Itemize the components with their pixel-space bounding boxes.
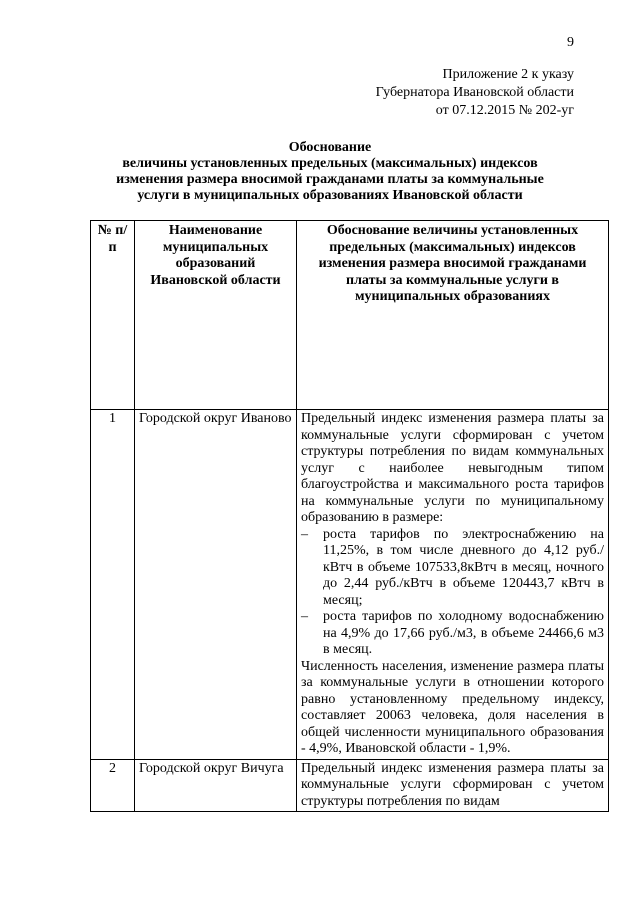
row-1-intro: Предельный индекс изменения размера платы за коммунальные услуги сформирован с учетом структуры потребления по видам коммунальных услуг с наиболее невыгодным типом благоустройства и максимального роста тарифов на коммунальные услуги по муниципальному образованию в размере: (301, 411, 604, 525)
page-number: 9 (567, 35, 574, 50)
row-2-num: 2 (91, 759, 135, 812)
header-num: № п/п (91, 221, 135, 410)
dash-bullet-icon: – (301, 526, 308, 542)
list-item (301, 609, 604, 659)
table-row (91, 410, 609, 760)
appendix-header (300, 66, 574, 120)
appendix-line-3: от 07.12.2015 № 202-уг (435, 103, 574, 118)
justification-table (90, 220, 609, 812)
appendix-line-2: Губернатора Ивановской области (375, 85, 574, 100)
table-header-row (91, 221, 609, 410)
row-1-outro: Численность населения, изменение размера платы за коммунальные услуги в отношении которого равно установленному предельному индексу, составляет 20063 человека, доля населения в общей численности муниципального образования - 4,9%, Ивановской области - 1,9%. (301, 658, 604, 756)
table-row (91, 759, 609, 812)
row-1-bullet-1: роста тарифов по электроснабжению на 11,25%, в том числе дневного до 4,12 руб./кВтч в объеме 107533,8кВтч в месяц, ночного до 2,44 руб./кВтч в объеме 120443,7 кВтч в месяц; (323, 526, 604, 608)
row-2-intro: Предельный индекс изменения размера платы за коммунальные услуги сформирован с учетом структуры потребления по видам (301, 760, 604, 809)
title-line-4: услуги в муниципальных образованиях Ивановской области (137, 188, 523, 203)
appendix-line-1: Приложение 2 к указу (442, 67, 574, 82)
title-line-2: величины установленных предельных (максимальных) индексов (122, 156, 538, 171)
header-name: Наименование муниципальных образований Ивановской области (135, 221, 297, 410)
row-1-num: 1 (91, 410, 135, 760)
row-1-name: Городской округ Иваново (135, 410, 297, 760)
row-2-name: Городской округ Вичуга (135, 759, 297, 812)
document-title (70, 140, 590, 204)
row-1-justification (297, 410, 609, 760)
header-justification: Обоснование величины установленных предельных (максимальных) индексов изменения размера вносимой гражданами платы за коммунальные услуги в муниципальных образованиях (297, 221, 609, 410)
list-item (301, 527, 604, 610)
row-1-bullet-2: роста тарифов по холодному водоснабжению на 4,9% до 17,66 руб./м3, в объеме 24466,6 м3 в месяц. (323, 609, 604, 657)
title-line-3: изменения размера вносимой гражданами платы за коммунальные (116, 172, 544, 187)
row-2-justification (297, 759, 609, 812)
dash-bullet-icon: – (301, 609, 308, 624)
title-line-1: Обоснование (288, 140, 372, 155)
